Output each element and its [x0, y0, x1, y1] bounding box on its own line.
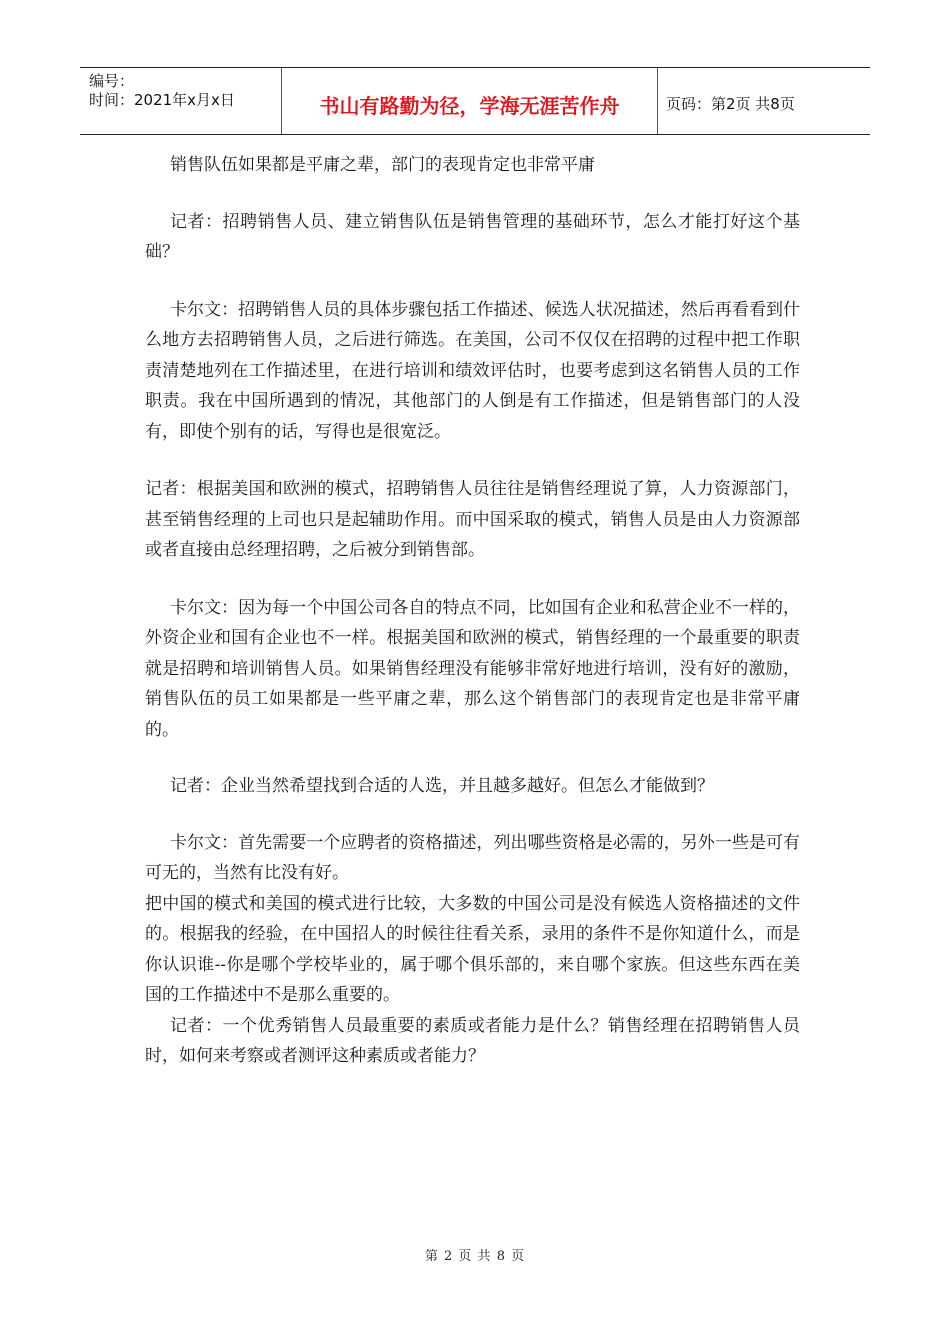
- paragraph: 记者：招聘销售人员、建立销售队伍是销售管理的基础环节，怎么才能打好这个基础？: [145, 211, 800, 262]
- paragraph: 把中国的模式和美国的模式进行比较，大多数的中国公司是没有候选人资格描述的文件的。根据我的经验，在中国招人的时候往往看关系，录用的条件不是你知道什么，而是你认识谁--你是哪个学校毕业的，属于哪个俱乐部的，来自哪个家族。但这些东西在美国的工作描述中不是那么重要的。: [145, 893, 800, 1005]
- document-header: [80, 67, 870, 135]
- paragraph: 销售队伍如果都是平庸之辈，部门的表现肯定也非常平庸: [170, 155, 595, 175]
- paragraph: 记者：一个优秀销售人员最重要的素质或者能力是什么？销售经理在招聘销售人员时，如何来考察或者测评这种素质或者能力？: [145, 1015, 800, 1066]
- page-footer: 第 2 页 共 8 页: [424, 1249, 526, 1264]
- document-body: [145, 150, 800, 1072]
- document-number-label: 编号：: [89, 72, 135, 90]
- paragraph: 记者：根据美国和欧洲的模式，招聘销售人员往往是销售经理说了算，人力资源部门，甚至销售经理的上司也只是起辅助作用。而中国采取的模式，销售人员是由人力资源部或者直接由总经理招聘，之后被分到销售部。: [145, 479, 800, 560]
- paragraph: 卡尔文：首先需要一个应聘者的资格描述，列出哪些资格是必需的，另外一些是可有可无的，当然有比没有好。: [145, 832, 800, 883]
- header-meta-cell: [80, 68, 282, 134]
- header-page-label: 页码：第2页 共8页: [666, 94, 795, 113]
- paragraph: 卡尔文：招聘销售人员的具体步骤包括工作描述、候选人状况描述，然后再看看到什么地方去招聘销售人员，之后进行筛选。在美国，公司不仅仅在招聘的过程中把工作职责清楚地列在工作描述里，在进行培训和绩效评估时，也要考虑到这名销售人员的工作职责。我在中国所遇到的情况，其他部门的人倒是有工作描述，但是销售部门的人没有，即使个别有的话，写得也是很宽泛。: [145, 299, 800, 442]
- document-date-label: 时间：2021年x月x日: [89, 91, 235, 109]
- paragraph: 卡尔文：因为每一个中国公司各自的特点不同，比如国有企业和私营企业不一样的，外资企业和国有企业也不一样。根据美国和欧洲的模式，销售经理的一个最重要的职责就是招聘和培训销售人员。如果销售经理没有能够非常好地进行培训，没有好的激励，销售队伍的员工如果都是一些平庸之辈，那么这个销售部门的表现肯定也是非常平庸的。: [145, 597, 800, 740]
- header-motto: 书山有路勤为径，学海无涯苦作舟: [282, 68, 658, 134]
- paragraph: 记者：企业当然希望找到合适的人选，并且越多越好。但怎么才能做到？: [170, 776, 714, 796]
